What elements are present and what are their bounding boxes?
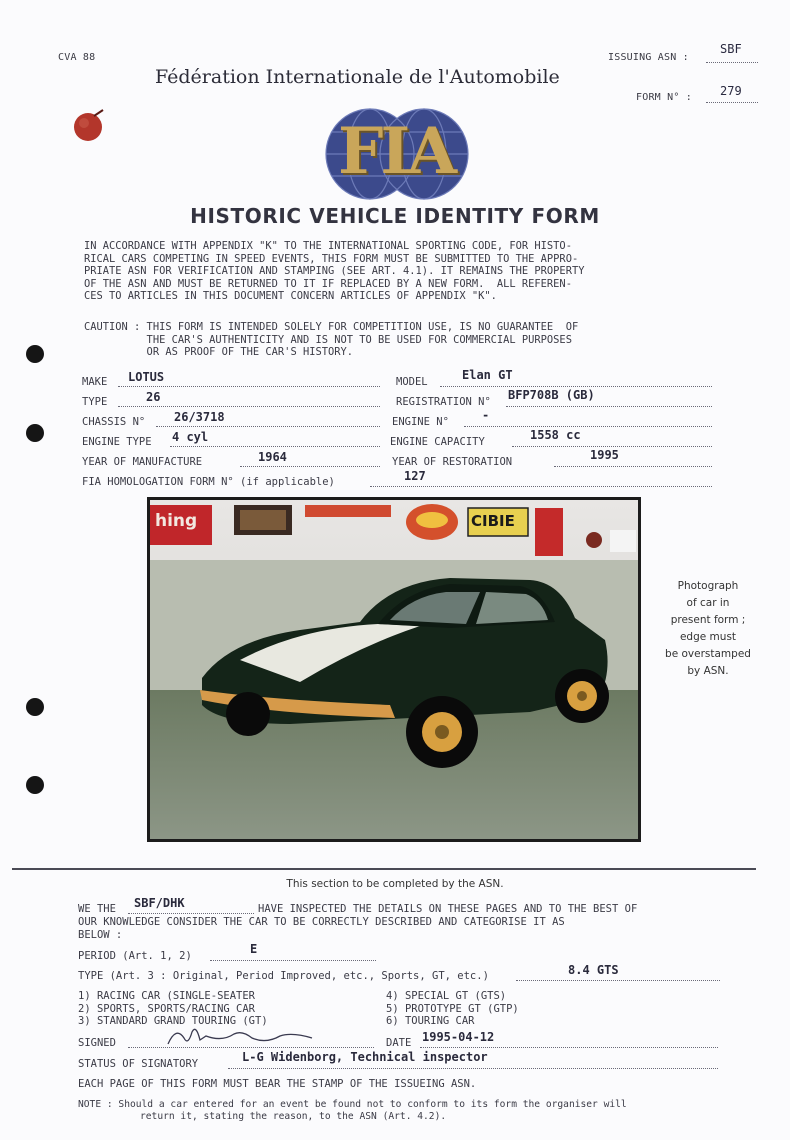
engine-type-label: ENGINE TYPE [82,436,152,448]
asn-section-title: This section to be completed by the ASN. [286,878,504,890]
form-number-value: 279 [720,84,742,98]
type-value: 26 [146,390,161,404]
asn-statement-line: BELOW : [78,929,123,941]
intro-line: OF THE ASN AND MUST BE RETURNED TO IT IF REPLACED BY A NEW FORM. ALL REFEREN- [84,277,572,290]
form-number-line [706,102,758,103]
footer-note-line: NOTE : Should a car entered for an event be found not to conform to its form the organiser will [78,1099,627,1110]
photo-instructions [648,578,768,680]
engine-capacity-line [512,446,712,447]
status-label: STATUS OF SIGNATORY [78,1058,199,1070]
wax-seal [72,108,106,142]
category-list-right [386,990,519,1028]
chassis-value: 26/3718 [174,410,225,424]
make-value: LOTUS [128,370,165,384]
form-number-label: FORM N° : [636,92,692,103]
homologation-value: 127 [404,469,426,483]
signed-label: SIGNED [78,1037,116,1049]
registration-value: BFP708B (GB) [508,388,595,402]
photo-instruction-line: of car in [686,597,730,609]
engine-number-value: - [482,408,490,422]
caution-line: OR AS PROOF OF THE CAR'S HISTORY. [84,346,353,358]
asn-type-value: 8.4 GTS [568,963,619,977]
category-item: 4) SPECIAL GT (GTS) [386,990,507,1002]
caution-paragraph [84,321,578,359]
model-line [440,386,712,387]
punch-hole [26,776,44,794]
date-value: 1995-04-12 [422,1030,495,1044]
organisation-name: Fédération Internationale de l'Automobile [155,66,560,88]
year-manufacture-line [240,466,380,467]
intro-line: CES TO ARTICLES IN THIS DOCUMENT CONCERN ARTICLES OF APPENDIX "K". [84,290,497,302]
photo-instruction-line: Photograph [677,580,739,592]
punch-hole [26,345,44,363]
photo-instruction-line: edge must [679,631,737,643]
photo-instruction-line: be overstamped [665,648,751,660]
category-item: 3) STANDARD GRAND TOURING (GT) [78,1015,268,1027]
intro-line: RICAL CARS COMPETING IN SPEED EVENTS, THIS FORM MUST BE SUBMITTED TO THE APPRO- [84,252,579,265]
category-item: 5) PROTOTYPE GT (GTP) [386,1002,519,1015]
year-restoration-line [554,466,712,467]
category-item: 2) SPORTS, SPORTS/RACING CAR [78,1002,256,1015]
category-list-left [78,990,268,1028]
asn-type-line [516,980,720,981]
chassis-label: CHASSIS N° [82,416,146,428]
we-the-line [128,913,254,914]
fia-logo [322,104,470,202]
engine-type-value: 4 cyl [172,430,209,444]
make-line [118,386,380,387]
intro-line: PRIATE ASN FOR VERIFICATION AND STAMPING (SEE ART. 4.1). IT REMAINS THE PROPERTY [84,265,585,277]
engine-number-line [464,426,712,427]
date-line [420,1047,718,1048]
intro-paragraph [84,240,584,303]
footer-note-line: return it, stating the reason, to the ASN (Art. 4.2). [140,1111,447,1122]
stamp-note: EACH PAGE OF THIS FORM MUST BEAR THE STAMP OF THE ISSUEING ASN. [78,1078,477,1090]
intro-line: IN ACCORDANCE WITH APPENDIX "K" TO THE INTERNATIONAL SPORTING CODE, FOR HISTO- [84,240,572,252]
homologation-line [370,486,712,487]
photo-instruction-line: by ASN. [687,665,729,677]
signature [162,1024,322,1050]
type-line [118,406,380,407]
issuing-asn-line [706,62,758,63]
form-code: CVA 88 [58,52,96,63]
registration-line [506,406,712,407]
homologation-label: FIA HOMOLOGATION FORM N° (if applicable) [82,476,335,488]
we-the-value: SBF/DHK [134,896,185,910]
asn-type-label: TYPE (Art. 3 : Original, Period Improved, etc., Sports, GT, etc.) [78,970,489,982]
status-value: L-G Widenborg, Technical inspector [242,1050,488,1064]
status-line [228,1068,718,1069]
category-item: 6) TOURING CAR [386,1015,475,1027]
issuing-asn-value: SBF [720,42,742,56]
wall-sign-cibie: CIBIE [471,512,515,530]
punch-hole [26,424,44,442]
year-manufacture-value: 1964 [258,450,287,464]
engine-type-line [170,446,380,447]
model-value: Elan GT [462,368,513,382]
section-divider [12,868,756,870]
period-line [210,960,376,961]
date-label: DATE [386,1037,412,1049]
asn-statement-line: OUR KNOWLEDGE CONSIDER THE CAR TO BE CORRECTLY DESCRIBED AND CATEGORISE IT AS [78,916,565,928]
model-label: MODEL [396,376,428,388]
year-manufacture-label: YEAR OF MANUFACTURE [82,456,203,468]
make-label: MAKE [82,376,108,388]
car-photograph [147,497,641,842]
caution-line: THE CAR'S AUTHENTICITY AND IS NOT TO BE USED FOR COMMERCIAL PURPOSES [84,333,572,346]
engine-capacity-value: 1558 cc [530,428,581,442]
year-restoration-label: YEAR OF RESTORATION [392,456,513,468]
photo-instruction-line: present form ; [670,614,746,626]
type-label: TYPE [82,396,108,408]
we-the-label: WE THE [78,903,116,915]
engine-number-label: ENGINE N° [392,416,449,428]
engine-capacity-label: ENGINE CAPACITY [390,436,485,448]
form-title: HISTORIC VEHICLE IDENTITY FORM [190,204,600,228]
fia-logo-text: FIA [337,114,455,189]
category-item: 1) RACING CAR (SINGLE-SEATER [78,990,256,1002]
period-value: E [250,942,258,956]
caution-line: CAUTION : THIS FORM IS INTENDED SOLELY FOR COMPETITION USE, IS NO GUARANTEE OF [84,321,579,333]
period-label: PERIOD (Art. 1, 2) [78,950,192,962]
year-restoration-value: 1995 [590,448,619,462]
punch-hole [26,698,44,716]
chassis-line [156,426,380,427]
wall-sign-hing: hing [155,511,198,531]
asn-statement-line: HAVE INSPECTED THE DETAILS ON THESE PAGES AND TO THE BEST OF [258,903,638,915]
issuing-asn-label: ISSUING ASN : [608,52,689,63]
car-photo-image [150,500,638,839]
registration-label: REGISTRATION N° [396,396,491,408]
